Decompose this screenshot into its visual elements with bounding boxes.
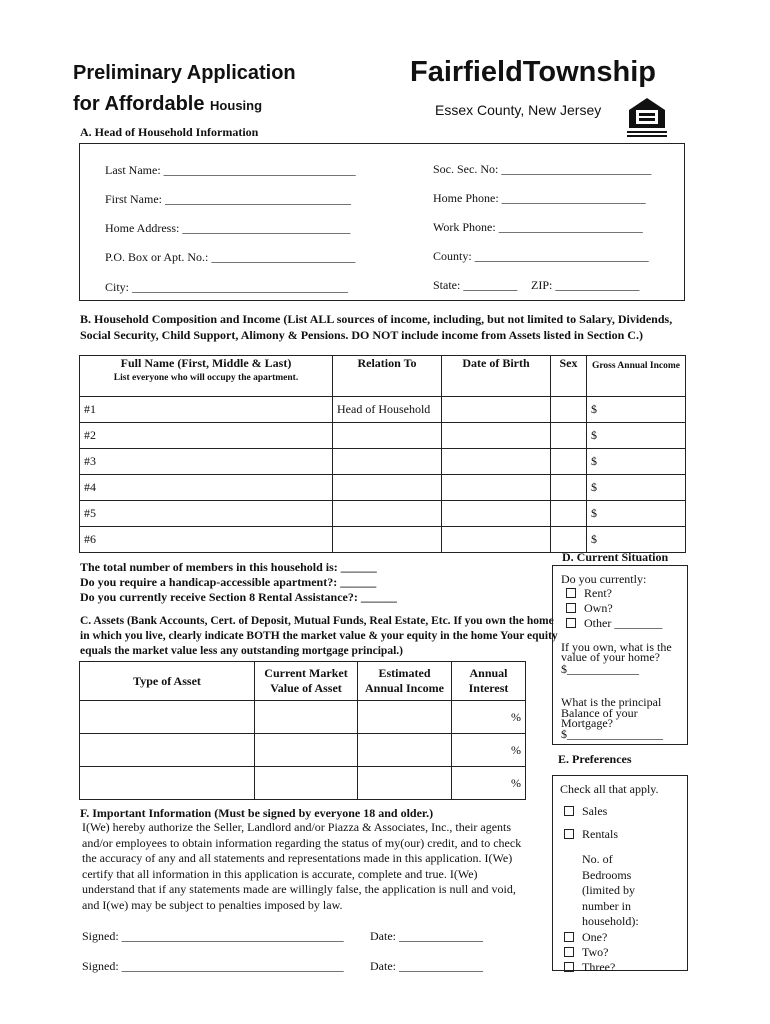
option-own[interactable]: Own? xyxy=(566,602,613,615)
state-field[interactable]: State: _________ xyxy=(433,278,518,292)
household-members-question[interactable]: The total number of members in this household is: ______ xyxy=(80,560,377,574)
city-field[interactable]: City: ____________________________________ xyxy=(105,280,349,294)
handicap-question[interactable]: Do you require a handicap-accessible apartment?: ______ xyxy=(80,575,377,589)
table-row[interactable]: % xyxy=(80,767,526,800)
checkbox-icon xyxy=(564,932,574,942)
ssn-field[interactable]: Soc. Sec. No: _________________________ xyxy=(433,162,652,176)
first-name-field[interactable]: First Name: _______________________________ xyxy=(105,192,351,206)
title-line-2a: for Affordable xyxy=(73,93,205,115)
checkbox-icon xyxy=(566,618,576,628)
col-full-name-sub: List everyone who will occupy the apartment. xyxy=(113,373,299,383)
zip-field[interactable]: ZIP: ______________ xyxy=(531,278,640,292)
section-a-title: A. Head of Household Information xyxy=(80,125,259,139)
date-field-2[interactable]: Date: ______________ xyxy=(370,959,483,973)
col-sex: Sex xyxy=(551,356,587,397)
principal-field[interactable]: $________________ xyxy=(561,727,663,741)
col-dob: Date of Birth xyxy=(442,356,551,397)
table-row[interactable]: #6 $ xyxy=(80,527,686,553)
checkbox-icon xyxy=(564,962,574,972)
assets-table xyxy=(79,661,526,800)
home-address-field[interactable]: Home Address: ____________________________ xyxy=(105,221,351,235)
po-box-field[interactable]: P.O. Box or Apt. No.: ________________________ xyxy=(105,250,356,264)
section-e-title: E. Preferences xyxy=(558,752,632,766)
option-two-bedroom[interactable]: Two? xyxy=(564,946,608,959)
title-line-2b: Housing xyxy=(210,98,263,113)
section-c-title: C. Assets (Bank Accounts, Cert. of Deposit, Mutual Funds, Real Estate, Etc. If you own the home in which you live, clearly indicate BOTH the market value & your equity in the home Your equity equals the market value less any outstanding mortgage principal.) xyxy=(80,615,558,657)
signature-field-1[interactable]: Signed: _____________________________________ xyxy=(82,929,344,943)
table-row[interactable]: #1 Head of Household $ xyxy=(80,397,686,423)
option-one-bedroom[interactable]: One? xyxy=(564,931,607,944)
table-row[interactable]: #5 $ xyxy=(80,501,686,527)
checkbox-icon xyxy=(566,603,576,613)
last-name-field[interactable]: Last Name: ________________________________ xyxy=(105,163,356,177)
home-phone-field[interactable]: Home Phone: ________________________ xyxy=(433,191,646,205)
table-row[interactable]: #2 $ xyxy=(80,423,686,449)
work-phone-field[interactable]: Work Phone: ________________________ xyxy=(433,220,643,234)
home-value-field[interactable]: $____________ xyxy=(561,662,639,676)
col-estimated-income: Estimated Annual Income xyxy=(358,662,452,701)
checkbox-icon xyxy=(564,947,574,957)
section8-question[interactable]: Do you currently receive Section 8 Rental Assistance?: ______ xyxy=(80,590,397,604)
principal-question: What is the principal Balance of your Mortgage? xyxy=(561,695,662,730)
col-annual-interest: Annual Interest xyxy=(452,662,526,701)
current-situation-question: Do you currently: xyxy=(561,572,647,586)
section-d-title: D. Current Situation xyxy=(562,550,669,564)
option-sales[interactable]: Sales xyxy=(564,805,607,818)
title-line-2 xyxy=(73,93,262,116)
checkbox-icon xyxy=(564,829,574,839)
option-other[interactable]: Other ________ xyxy=(566,617,662,630)
checkbox-icon xyxy=(564,806,574,816)
county-name: Essex County, New Jersey xyxy=(435,102,602,118)
col-full-name: Full Name (First, Middle & Last) List everyone who will occupy the apartment. xyxy=(80,356,333,397)
organization-name: FairfieldTownship xyxy=(410,56,656,88)
check-all-instruction: Check all that apply. xyxy=(560,782,659,796)
equal-housing-opportunity-icon xyxy=(625,96,669,140)
col-type-of-asset: Type of Asset xyxy=(80,662,255,701)
checkbox-icon xyxy=(566,588,576,598)
bedrooms-text: No. of Bedrooms (limited by number in household): xyxy=(582,852,639,928)
col-relation: Relation To xyxy=(333,356,442,397)
col-gross-income: Gross Annual Income xyxy=(587,356,686,397)
title-line-1: Preliminary Application xyxy=(73,62,296,84)
option-rentals[interactable]: Rentals xyxy=(564,828,618,841)
county-field[interactable]: County: _____________________________ xyxy=(433,249,649,263)
home-value-question: If you own, what is the value of your home? xyxy=(561,640,672,664)
authorization-text: I(We) hereby authorize the Seller, Landlord and/or Piazza & Associates, Inc., their agents and/or employees to obtain information regarding the status of my(our) credit, and to check the accuracy of any and all statements and representations made in this application. I(We) certify that all information in this application is accurate, complete and true. I(We) understand that if any statements made are willingly false, the application is null and void, and I(we) may be subject to penalties imposed by law. xyxy=(82,820,522,912)
date-field-1[interactable]: Date: ______________ xyxy=(370,929,483,943)
option-rent[interactable]: Rent? xyxy=(566,587,612,600)
section-b-title: B. Household Composition and Income (List ALL sources of income, including, but not limited to Salary, Dividends, Social Security, Child Support, Alimony & Pensions. DO NOT include income from Assets listed in Section C.) xyxy=(80,312,673,342)
table-row[interactable]: % xyxy=(80,701,526,734)
col-market-value: Current Market Value of Asset xyxy=(255,662,358,701)
section-f-title: F. Important Information (Must be signed by everyone 18 and older.) xyxy=(80,806,434,820)
table-row[interactable]: % xyxy=(80,734,526,767)
table-row[interactable]: #3 $ xyxy=(80,449,686,475)
table-row[interactable]: #4 $ xyxy=(80,475,686,501)
option-three-bedroom[interactable]: Three? xyxy=(564,961,615,974)
signature-field-2[interactable]: Signed: _____________________________________ xyxy=(82,959,344,973)
household-table xyxy=(79,355,686,553)
